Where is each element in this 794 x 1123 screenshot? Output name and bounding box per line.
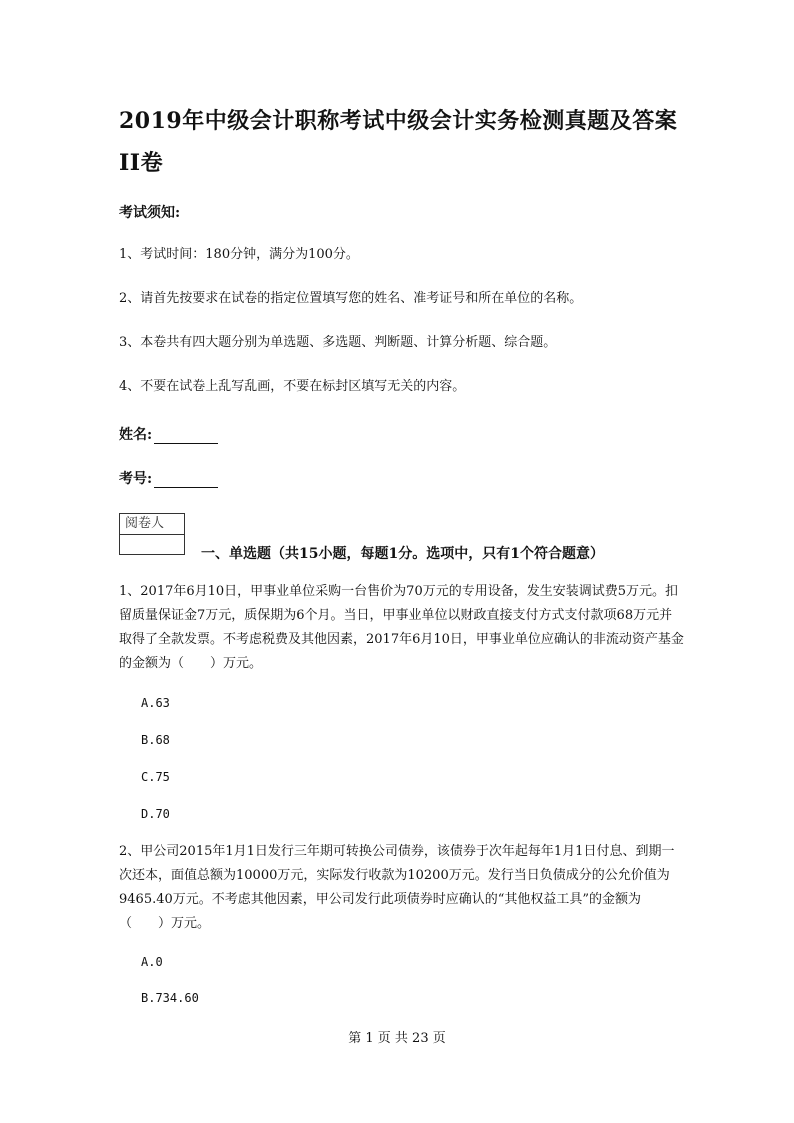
instruction-item-4: 4、不要在试卷上乱写乱画，不要在标封区填写无关的内容。 — [119, 379, 466, 394]
reviewer-box — [119, 513, 185, 555]
question-1-option-c: C.75 — [141, 770, 170, 784]
instruction-item-3: 3、本卷共有四大题分别为单选题、多选题、判断题、计算分析题、综合题。 — [119, 335, 557, 350]
exam-id-label: 考号: — [119, 471, 153, 487]
page-footer: 第 1 页 共 23 页 — [348, 1031, 446, 1046]
instructions-heading: 考试须知: — [119, 205, 181, 221]
question-1-option-a: A.63 — [141, 696, 170, 710]
reviewer-signature-area[interactable] — [120, 535, 184, 555]
question-1-option-d: D.70 — [141, 807, 170, 821]
question-1-text: 1、2017年6月10日，甲事业单位采购一台售价为70万元的专用设备，发生安装调试费5万元。扣留质量保证金7万元，质保期为6个月。当日，甲事业单位以财政直接支付方式支付款项68万元并取得了全款发票。不考虑税费及其他因素，2017年6月10日，甲事业单位应确认的非流动资产基金的金额为（ ）万元。 — [119, 584, 684, 671]
section-heading: 一、单选题（共15小题，每题1分。选项中，只有1个符合题意） — [201, 546, 604, 562]
name-label: 姓名: — [119, 427, 153, 443]
question-1-option-b: B.68 — [141, 733, 170, 747]
instruction-item-1: 1、考试时间：180分钟，满分为100分。 — [119, 247, 359, 262]
name-field — [119, 424, 218, 444]
question-2-option-a: A.0 — [141, 955, 163, 969]
question-2-text: 2、甲公司2015年1月1日发行三年期可转换公司债券，该债券于次年起每年1月1日付息、到期一次还本，面值总额为10000万元，实际发行收款为10200万元。发行当日负债成分的公允价值为9465.40万元。不考虑其他因素，甲公司发行此项债券时应确认的“其他权益工具”的金额为（ ）万元。 — [119, 844, 675, 931]
reviewer-label: 阅卷人 — [120, 514, 184, 535]
instruction-item-2: 2、请首先按要求在试卷的指定位置填写您的姓名、准考证号和所在单位的名称。 — [119, 291, 583, 306]
exam-id-field — [119, 468, 218, 488]
document-title: 2019年中级会计职称考试中级会计实务检测真题及答案 II卷 — [119, 108, 678, 176]
exam-id-blank[interactable] — [154, 471, 218, 488]
question-2-option-b: B.734.60 — [141, 991, 199, 1005]
name-blank[interactable] — [154, 427, 218, 444]
